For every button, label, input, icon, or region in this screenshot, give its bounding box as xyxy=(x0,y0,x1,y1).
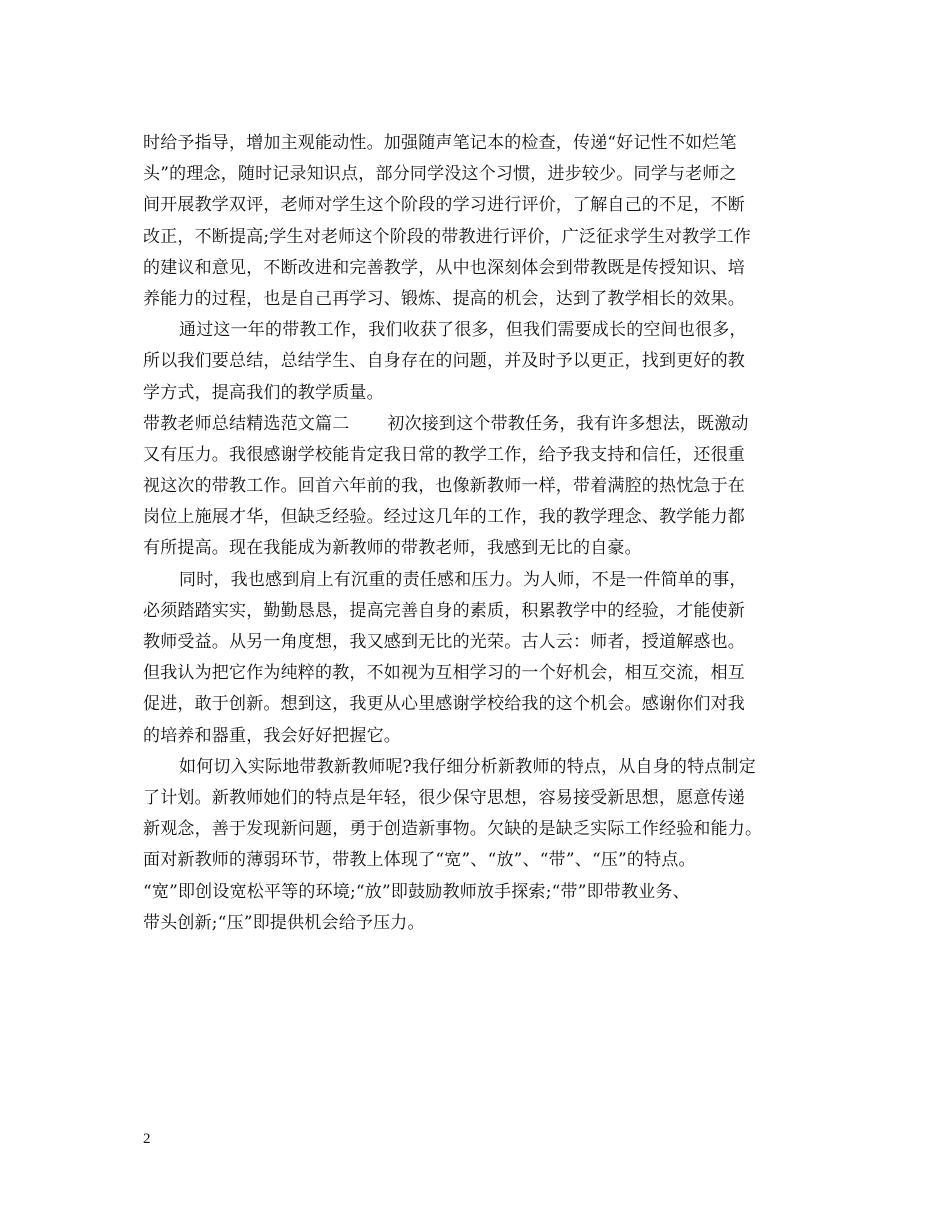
text-line: 教师受益。从另一角度想，我又感到无比的光荣。古人云：师者，授道解惑也。 xyxy=(143,632,745,652)
paragraph-first-line: 同时，我也感到肩上有沉重的责任感和压力。为人师，不是一件简单的事， xyxy=(179,569,747,590)
text-line: 必须踏踏实实，勤勤恳恳，提高完善自身的素质，积累教学中的经验，才能使新 xyxy=(143,600,745,621)
paragraph-first-line: 通过这一年的带教工作，我们收获了很多，但我们需要成长的空间也很多， xyxy=(179,320,747,341)
paragraph-first-line: 如何切入实际地带教新教师呢?我仔细分析新教师的特点，从自身的特点制定 xyxy=(179,756,756,777)
text-line: 学方式，提高我们的教学质量。 xyxy=(143,382,384,403)
text-line: 养能力的过程，也是自己再学习、锻炼、提高的机会，达到了教学相长的效果。 xyxy=(143,288,745,309)
text-line: 头”的理念，随时记录知识点，部分同学没这个习惯，进步较少。同学与老师之 xyxy=(143,164,737,185)
text-line: 视这次的带教工作。回首六年前的我，也像新教师一样，带着满腔的热忱急于在 xyxy=(143,476,745,497)
text-line: 间开展教学双评，老师对学生这个阶段的学习进行评价，了解自己的不足，不断 xyxy=(143,195,745,216)
text-line: 时给予指导，增加主观能动性。加强随声笔记本的检查，传递“好记性不如烂笔 xyxy=(143,133,737,153)
text-line: 带头创新;“压”即提供机会给予压力。 xyxy=(143,912,425,933)
document-body xyxy=(143,128,807,939)
page-number: 2 xyxy=(143,1131,151,1147)
text-line: 面对新教师的薄弱环节，带教上体现了“宽”、“放”、“带”、“压”的特点。 xyxy=(143,850,696,871)
text-line: 的培养和器重，我会好好把握它。 xyxy=(143,725,401,746)
text-line: 但我认为把它作为纯粹的教，不如视为互相学习的一个好机会，相互交流，相互 xyxy=(143,663,745,684)
text-line: 新观念，善于发现新问题，勇于创造新事物。欠缺的是缺乏实际工作经验和能力。 xyxy=(143,819,763,840)
text-line: 促进，敢于创新。想到这，我更从心里感谢学校给我的这个机会。感谢你们对我 xyxy=(143,694,745,715)
text-line: 所以我们要总结，总结学生、自身存在的问题，并及时予以更正，找到更好的教 xyxy=(143,351,745,372)
section-heading-line xyxy=(143,409,807,440)
text-line: 的建议和意见，不断改进和完善教学，从中也深刻体会到带教既是传授知识、培 xyxy=(143,257,745,278)
text-line: “宽”即创设宽松平等的环境;“放”即鼓励教师放手探索;“带”即带教业务、 xyxy=(143,881,690,902)
text-line: 改正，不断提高;学生对老师这个阶段的带教进行评价，广泛征求学生对教学工作 xyxy=(143,226,751,247)
text-line: 又有压力。我很感谢学校能肯定我日常的教学工作，给予我支持和信任，还很重 xyxy=(143,444,745,465)
text-line: 岗位上施展才华，但缺乏经验。经过这几年的工作，我的教学理念、教学能力都 xyxy=(143,507,745,528)
section-first-line: 初次接到这个带教任务，我有许多想法，既激动 xyxy=(387,413,749,434)
text-line: 有所提高。现在我能成为新教师的带教老师，我感到无比的自豪。 xyxy=(143,538,642,559)
section-title: 带教老师总结精选范文篇二 xyxy=(143,413,350,434)
text-line: 了计划。新教师她们的特点是年轻，很少保守思想，容易接受新思想，愿意传递 xyxy=(143,787,745,808)
